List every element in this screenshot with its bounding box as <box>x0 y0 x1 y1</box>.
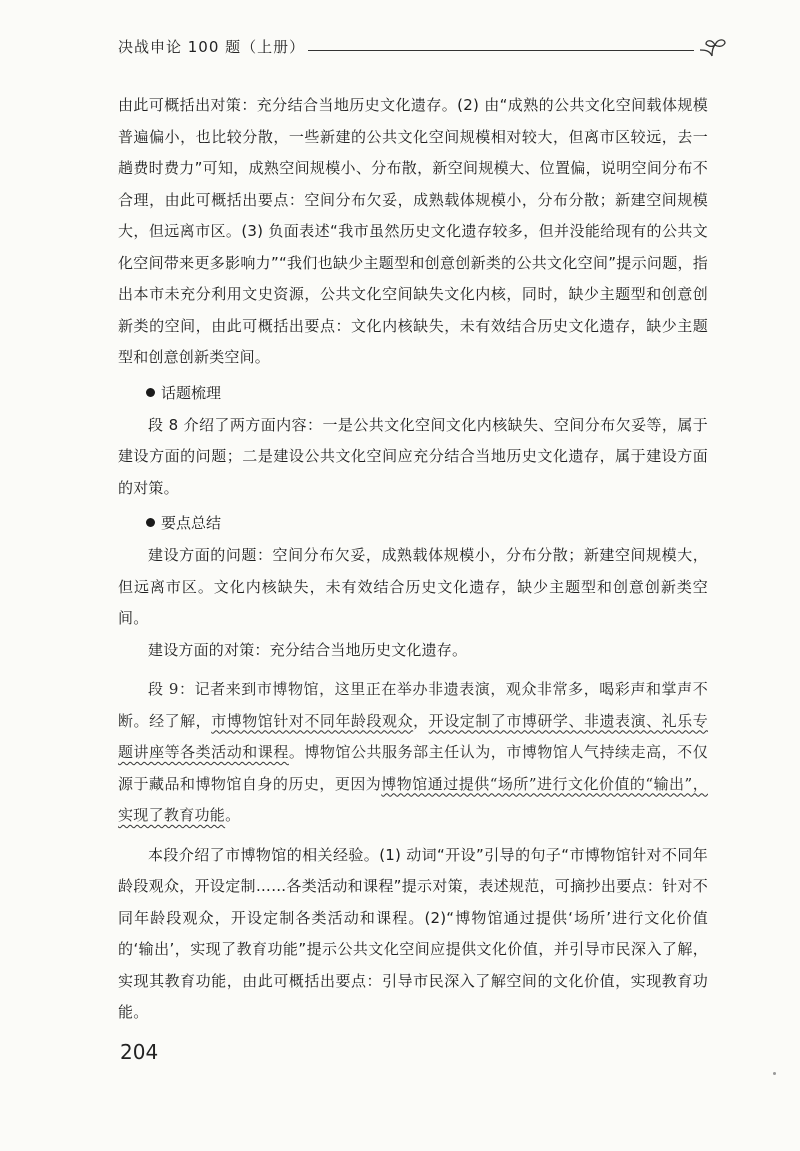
bullet-icon <box>146 388 155 397</box>
analysis-paragraph-9: 本段介绍了市博物馆的相关经验。(1) 动词“开设”引导的句子“市博物馆针对不同年龄段观众，开设定制……各类活动和课程”提示对策，表述规范，可摘抄出要点：针对不同年龄段观众，开设定制各类活动和课程。(2)“博物馆通过提供‘场所’进行文化价值的‘输出’，实现了教育功能”提示公共文化空间应提供文化价值，并引导市民深入了解，实现其教育功能，由此可概括出要点：引导市民深入了解空间的文化价值，实现教育功能。 <box>118 845 708 1021</box>
running-header <box>118 34 728 64</box>
page-body <box>118 90 708 1029</box>
underlined-phrase: 博物馆通过提供“场所”进行文化价值的“输出”，实现了教育功能 <box>118 774 708 824</box>
material-text: 。 <box>225 806 241 824</box>
points-problems-paragraph: 建设方面的问题：空间分布欠妥，成熟载体规模小，分布分散；新建空间规模大，但远离市区。文化内核缺失，未有效结合历史文化遗存，缺少主题型和创意创新类空间。 <box>118 546 708 627</box>
page-number: 204 <box>120 1040 159 1064</box>
bullet-icon <box>146 518 155 527</box>
material-text: ， <box>413 711 429 730</box>
topic-summary-paragraph: 段 8 介绍了两方面内容：一是公共文化空间文化内核缺失、空间分布欠妥等，属于建设方面的问题；二是建设公共文化空间应充分结合当地历史文化遗存，属于建设方面的对策。 <box>118 415 708 497</box>
material-text: 段 9：记者来到市博物馆，这里正在举办非遗表演，观众非常多，喝彩声和掌声不断。经了解， <box>118 680 708 730</box>
points-measures-paragraph: 建设方面的对策：充分结合当地历史文化遗存。 <box>148 640 468 659</box>
header-rule <box>308 50 694 51</box>
book-title: 决战申论 100 题（上册） <box>118 38 306 56</box>
underlined-phrase: 开设定制了市博研学、非遗表演、礼乐专题讲座等各类活动和课程 <box>118 711 709 761</box>
sprout-icon <box>696 34 728 64</box>
analysis-paragraph-continued: 由此可概括出对策：充分结合当地历史文化遗存。(2) 由“成熟的公共文化空间载体规模普遍偏小，也比较分散，一些新建的公共文化空间规模相对较大，但离市区较远，去一趟费时费力”可知，成熟空间规模小、分布散，新空间规模大、位置偏，说明空间分布不合理，由此可概括出要点：空间分布欠妥，成熟载体规模小，分布分散；新建空间规模大，但远离市区。(3) 负面表述“我市虽然历史文化遗存较多，但并没能给现有的公共文化空间带来更多影响力”“我们也缺少主题型和创意创新类的公共文化空间”提示问题，指出本市未充分利用文史资源，公共文化空间缺失文化内核，同时，缺少主题型和创意创新类的空间，由此可概括出要点：文化内核缺失，未有效结合历史文化遗存，缺少主题型和创意创新类空间。 <box>118 96 708 366</box>
material-text: 。博物馆公共服务部主任认为，市博物馆人气持续走高，不仅源于藏品和博物馆自身的历史，更因为 <box>118 743 708 793</box>
section-heading-text: 要点总结 <box>161 514 222 532</box>
underlined-phrase: 市博物馆针对不同年龄段观众 <box>211 711 414 730</box>
source-material-paragraph-9 <box>118 674 708 832</box>
section-heading-points <box>118 506 708 540</box>
scan-speck <box>773 1072 776 1075</box>
section-heading-text: 话题梳理 <box>161 383 222 402</box>
section-heading-topic <box>118 376 708 410</box>
